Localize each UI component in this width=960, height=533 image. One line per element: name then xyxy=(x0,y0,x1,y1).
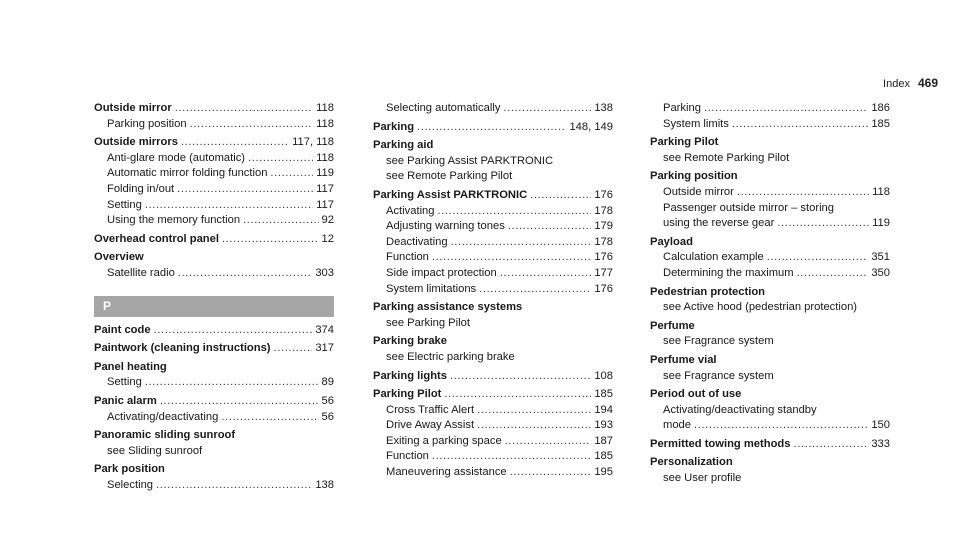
index-subentry-page: 177 xyxy=(594,266,613,279)
index-column-1 xyxy=(94,101,334,496)
leader-dots xyxy=(438,204,592,220)
index-main-entry xyxy=(373,369,613,385)
index-main-entry-page: 117, 118 xyxy=(292,136,334,149)
index-subentry-page: 194 xyxy=(594,403,613,416)
index-main-entry-page: 333 xyxy=(871,437,890,450)
index-subentry xyxy=(94,478,334,494)
index-main-entry-label: Paintwork (cleaning instructions) xyxy=(94,342,271,355)
index-main-entry xyxy=(373,300,613,316)
index-subentry-page: 150 xyxy=(871,419,890,432)
index-subentry-page: 179 xyxy=(594,220,613,233)
index-main-entry xyxy=(650,235,890,251)
index-subentry-label: see Fragrance system xyxy=(663,335,774,348)
index-entry xyxy=(650,235,890,282)
index-subentry-label: Selecting xyxy=(107,478,154,491)
index-main-entry-label: Parking brake xyxy=(373,335,447,348)
index-subentry-page: 350 xyxy=(871,266,890,279)
index-main-entry-label: Perfume xyxy=(650,319,695,332)
leader-dots xyxy=(510,465,592,481)
index-main-entry xyxy=(650,437,890,453)
leader-dots xyxy=(145,375,319,391)
index-subentry-label: using the reverse gear xyxy=(663,217,775,230)
index-subentry-label: mode xyxy=(663,419,691,432)
index-subentry xyxy=(94,182,334,198)
index-main-entry-page: 148, 149 xyxy=(569,120,613,133)
index-main-entry-label: Parking assistance systems xyxy=(373,301,523,314)
index-subentry-label: Activating/deactivating xyxy=(107,410,219,423)
leader-dots xyxy=(417,120,566,136)
index-subentry-page: 351 xyxy=(871,251,890,264)
index-main-entry-label: Park position xyxy=(94,463,165,476)
index-subentry-label: Cross Traffic Alert xyxy=(386,403,475,416)
index-subentry-label: Activating/deactivating standby xyxy=(663,403,817,416)
index-subentry-page: 195 xyxy=(594,466,613,479)
index-subentry-label: Using the memory function xyxy=(107,214,241,227)
index-subentry-label: Automatic mirror folding function xyxy=(107,167,268,180)
index-main-entry xyxy=(94,341,334,357)
index-subentry-label: System limitations xyxy=(386,282,477,295)
index-main-entry xyxy=(94,101,334,117)
index-main-entry-label: Paint code xyxy=(94,323,151,336)
index-title: Index xyxy=(883,78,910,90)
index-subentry xyxy=(650,266,890,282)
index-subentry xyxy=(650,117,890,133)
index-main-entry-page: 108 xyxy=(594,369,613,382)
index-subentry xyxy=(373,282,613,298)
index-main-entry xyxy=(94,428,334,444)
index-subentry-page: 138 xyxy=(315,478,334,491)
index-subentry-page: 56 xyxy=(321,410,334,423)
leader-dots xyxy=(160,394,319,410)
index-subentry-label: see Remote Parking Pilot xyxy=(663,151,790,164)
index-subentry-label: Selecting automatically xyxy=(386,102,501,114)
index-subentry-page: 178 xyxy=(594,204,613,217)
index-main-entry-label: Overview xyxy=(94,251,144,264)
leader-dots xyxy=(505,434,592,450)
leader-dots xyxy=(432,250,591,266)
index-main-entry-label: Outside mirror xyxy=(94,102,172,114)
index-subentry-page: 92 xyxy=(321,214,334,227)
index-subentry xyxy=(94,375,334,391)
index-main-entry xyxy=(94,250,334,266)
index-main-entry-page: 56 xyxy=(321,394,334,407)
index-subentry-label: Anti-glare mode (automatic) xyxy=(107,151,246,164)
index-entry xyxy=(373,120,613,136)
index-subentry xyxy=(650,300,890,316)
index-subentry-page: 185 xyxy=(871,117,890,130)
index-main-entry xyxy=(94,462,334,478)
index-subentry-page: 89 xyxy=(321,376,334,389)
index-subentry xyxy=(650,369,890,385)
index-subentry xyxy=(94,117,334,133)
index-main-entry xyxy=(373,138,613,154)
leader-dots xyxy=(177,182,313,198)
index-entry xyxy=(373,369,613,385)
index-subentry-page: 176 xyxy=(594,251,613,264)
index-subentry-label: see Parking Pilot xyxy=(386,316,470,329)
index-subentry-label: Parking position xyxy=(107,117,187,130)
index-subentry-page: 176 xyxy=(594,282,613,295)
index-subentry xyxy=(650,334,890,350)
index-main-entry xyxy=(650,319,890,335)
index-subentry xyxy=(94,213,334,229)
index-subentry-label: Side impact protection xyxy=(386,266,497,279)
index-entry xyxy=(94,323,334,339)
index-subentry-label: Outside mirror xyxy=(663,185,734,198)
leader-dots xyxy=(175,101,313,117)
index-subentry xyxy=(94,151,334,167)
leader-dots xyxy=(444,387,591,403)
leader-dots xyxy=(767,250,869,266)
index-subentry-page: 119 xyxy=(872,217,890,230)
index-subentry xyxy=(650,418,890,434)
index-subentry-label: Deactivating xyxy=(386,235,448,248)
leader-dots xyxy=(156,478,312,494)
index-subentry-page: 186 xyxy=(871,102,890,114)
index-subentry-label: see Remote Parking Pilot xyxy=(386,170,513,183)
index-subentry-label: Determining the maximum xyxy=(663,266,794,279)
index-main-entry-label: Panic alarm xyxy=(94,394,157,407)
index-entry xyxy=(650,319,890,350)
index-subentry xyxy=(373,350,613,366)
index-entry xyxy=(650,387,890,434)
index-subentry-label: Setting xyxy=(107,376,142,389)
index-main-entry xyxy=(650,135,890,151)
index-entry xyxy=(650,285,890,316)
index-subentry-label: Satellite radio xyxy=(107,266,175,279)
index-subentry-label: see Sliding sunroof xyxy=(107,444,203,457)
index-subentry xyxy=(650,185,890,201)
index-main-entry-label: Personalization xyxy=(650,456,733,469)
index-main-entry xyxy=(650,169,890,185)
leader-dots xyxy=(530,188,591,204)
index-subentry-label: Setting xyxy=(107,198,142,211)
index-subentry-label: Maneuvering assistance xyxy=(386,466,507,479)
index-subentry xyxy=(94,444,334,460)
index-subentry xyxy=(94,266,334,282)
leader-dots xyxy=(477,403,591,419)
index-main-entry xyxy=(373,120,613,136)
leader-dots xyxy=(243,213,318,229)
index-entry xyxy=(650,135,890,166)
leader-dots xyxy=(190,117,314,133)
index-subentry-page: 118 xyxy=(316,117,334,130)
index-subentry-label: System limits xyxy=(663,117,729,130)
index-main-entry-page: 185 xyxy=(594,388,613,401)
leader-dots xyxy=(793,437,868,453)
index-column-3 xyxy=(650,101,890,490)
index-main-entry xyxy=(650,387,890,403)
index-main-entry-label: Parking Assist PARKTRONIC xyxy=(373,188,528,201)
index-entry xyxy=(373,387,613,481)
index-main-entry-label: Panel heating xyxy=(94,360,167,373)
leader-dots xyxy=(154,323,313,339)
index-subentry-label: Drive Away Assist xyxy=(386,419,475,432)
leader-dots xyxy=(797,266,869,282)
index-entry xyxy=(94,428,334,459)
index-entry xyxy=(373,138,613,185)
index-main-entry xyxy=(373,387,613,403)
index-subentry xyxy=(373,465,613,481)
index-subentry-page: 118 xyxy=(872,185,890,198)
index-subentry-label: Folding in/out xyxy=(107,182,175,195)
index-entry xyxy=(94,250,334,281)
index-subentry-page: 117 xyxy=(316,182,334,195)
index-entry xyxy=(650,101,890,132)
index-subentry xyxy=(373,266,613,282)
index-entry xyxy=(94,135,334,229)
index-entry xyxy=(373,334,613,365)
index-entry xyxy=(94,360,334,391)
index-entry xyxy=(650,437,890,453)
index-subentry xyxy=(94,166,334,182)
index-subentry xyxy=(373,219,613,235)
index-main-entry xyxy=(650,353,890,369)
index-subentry-label: see User profile xyxy=(663,472,742,485)
index-subentry-label: Exiting a parking space xyxy=(386,434,502,447)
index-subentry-label: see Parking Assist PARKTRONIC xyxy=(386,154,554,167)
leader-dots xyxy=(274,341,313,357)
leader-dots xyxy=(248,151,313,167)
index-subentry xyxy=(373,434,613,450)
index-subentry xyxy=(373,250,613,266)
index-entry xyxy=(94,101,334,132)
index-subentry-page: 303 xyxy=(315,266,334,279)
index-main-entry-label: Permitted towing methods xyxy=(650,437,791,450)
section-letter: P xyxy=(94,296,334,317)
index-subentry xyxy=(650,403,890,419)
index-column-2 xyxy=(373,101,613,484)
leader-dots xyxy=(145,198,313,214)
index-subentry xyxy=(373,204,613,220)
index-main-entry-label: Period out of use xyxy=(650,388,742,401)
index-main-entry-label: Outside mirrors xyxy=(94,136,178,149)
index-subentry-label: Calculation example xyxy=(663,251,764,264)
index-subentry-page: 118 xyxy=(316,151,334,164)
index-subentry-label: Activating xyxy=(386,204,435,217)
index-main-entry xyxy=(373,334,613,350)
index-subentry-label: Adjusting warning tones xyxy=(386,220,505,233)
index-main-entry-label: Parking Pilot xyxy=(650,136,719,149)
index-main-entry-label: Parking aid xyxy=(373,139,434,152)
index-subentry xyxy=(373,154,613,170)
index-main-entry-page: 176 xyxy=(594,188,613,201)
leader-dots xyxy=(432,449,591,465)
index-subentry xyxy=(650,151,890,167)
leader-dots xyxy=(737,185,869,201)
page-header xyxy=(883,76,938,90)
leader-dots xyxy=(694,418,868,434)
leader-dots xyxy=(479,282,591,298)
index-main-entry-page: 317 xyxy=(315,342,334,355)
index-subentry-page: 178 xyxy=(594,235,613,248)
index-subentry-page: 185 xyxy=(594,450,613,463)
index-main-entry-page: 374 xyxy=(315,323,334,336)
leader-dots xyxy=(732,117,868,133)
index-subentry xyxy=(650,216,890,232)
index-entry xyxy=(650,455,890,486)
leader-dots xyxy=(270,166,313,182)
index-subentry-page: 119 xyxy=(316,167,334,180)
index-main-entry xyxy=(373,188,613,204)
index-subentry-label: Function xyxy=(386,251,429,264)
index-entry xyxy=(650,169,890,231)
index-main-entry xyxy=(94,232,334,248)
leader-dots xyxy=(477,418,591,434)
index-main-entry-page: 12 xyxy=(321,232,334,245)
leader-dots xyxy=(503,101,591,117)
index-subentry-page: 138 xyxy=(594,102,613,114)
leader-dots xyxy=(777,216,869,232)
index-subentry xyxy=(373,169,613,185)
index-main-entry xyxy=(94,135,334,151)
index-entry xyxy=(94,462,334,493)
leader-dots xyxy=(178,266,313,282)
index-subentry xyxy=(94,410,334,426)
leader-dots xyxy=(508,219,592,235)
index-main-entry-label: Parking Pilot xyxy=(373,388,442,401)
page-number: 469 xyxy=(917,76,938,90)
index-main-entry xyxy=(94,394,334,410)
index-entry xyxy=(373,300,613,331)
index-entry xyxy=(94,394,334,425)
index-main-entry-label: Perfume vial xyxy=(650,353,717,366)
leader-dots xyxy=(451,235,592,251)
index-subentry-label: see Fragrance system xyxy=(663,369,774,382)
index-main-entry-label: Overhead control panel xyxy=(94,232,219,245)
index-subentry-label: see Electric parking brake xyxy=(386,350,515,363)
index-subentry xyxy=(373,101,613,117)
index-subentry xyxy=(373,403,613,419)
leader-dots xyxy=(221,410,318,426)
index-subentry xyxy=(373,316,613,332)
index-main-entry xyxy=(94,360,334,376)
index-subentry xyxy=(373,418,613,434)
index-entry xyxy=(94,341,334,357)
index-subentry xyxy=(650,250,890,266)
index-subentry-label: Passenger outside mirror – storing xyxy=(663,201,834,214)
index-main-entry-label: Panoramic sliding sunroof xyxy=(94,429,236,442)
index-subentry xyxy=(94,198,334,214)
index-subentry xyxy=(650,471,890,487)
index-subentry xyxy=(650,101,890,117)
index-main-entry-label: Pedestrian protection xyxy=(650,285,766,298)
leader-dots xyxy=(450,369,591,385)
index-main-entry xyxy=(94,323,334,339)
index-subentry-page: 193 xyxy=(594,419,613,432)
index-subentry-label: Parking xyxy=(663,102,701,114)
index-entry xyxy=(94,232,334,248)
index-main-entry-label: Payload xyxy=(650,235,693,248)
index-subentry xyxy=(373,449,613,465)
index-main-entry-page: 118 xyxy=(316,102,334,114)
index-entry xyxy=(373,101,613,117)
index-subentry-label: see Active hood (pedestrian protection) xyxy=(663,301,858,314)
index-main-entry-label: Parking lights xyxy=(373,369,447,382)
index-subentry-page: 117 xyxy=(316,198,334,211)
index-entry xyxy=(373,188,613,297)
leader-dots xyxy=(181,135,289,151)
leader-dots xyxy=(500,266,592,282)
leader-dots xyxy=(222,232,319,248)
index-main-entry-label: Parking position xyxy=(650,170,738,183)
index-main-entry xyxy=(650,455,890,471)
index-subentry-page: 187 xyxy=(594,434,613,447)
index-subentry xyxy=(373,235,613,251)
index-main-entry xyxy=(650,285,890,301)
leader-dots xyxy=(704,101,868,117)
index-subentry-label: Function xyxy=(386,450,429,463)
index-entry xyxy=(650,353,890,384)
index-main-entry-label: Parking xyxy=(373,120,415,133)
index-subentry xyxy=(650,201,890,217)
